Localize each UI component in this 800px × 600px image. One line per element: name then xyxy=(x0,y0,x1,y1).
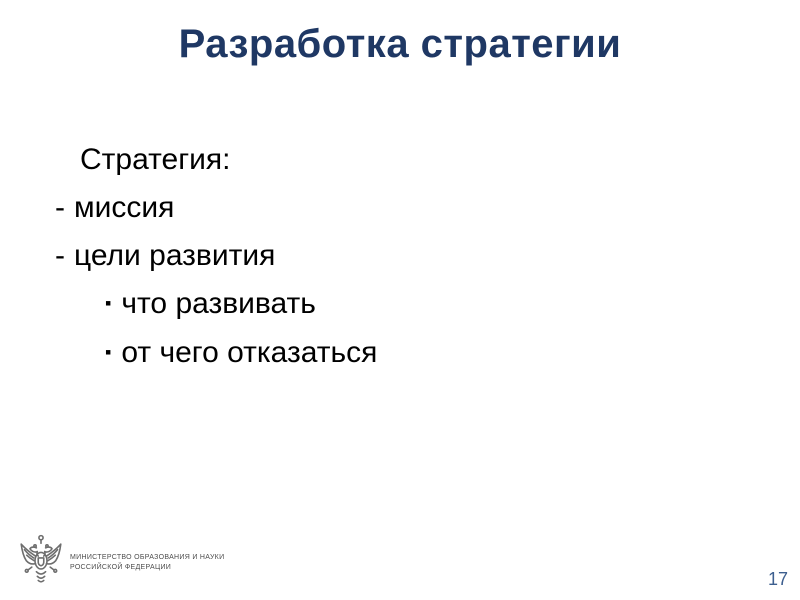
list-item-text: что развивать xyxy=(121,287,316,320)
ministry-name-line2: РОССИЙСКОЙ ФЕДЕРАЦИИ xyxy=(70,564,172,571)
list-item-text: цели развития xyxy=(74,239,276,272)
page-number: 17 xyxy=(767,569,788,589)
dash-marker: - xyxy=(55,191,65,224)
square-bullet-icon: ▪ xyxy=(105,293,112,314)
body-text-block xyxy=(55,136,377,378)
list-item xyxy=(55,184,377,232)
list-item-text: от чего отказаться xyxy=(121,336,378,370)
russian-coat-of-arms-icon xyxy=(18,534,64,592)
ministry-name-line1: МИНИСТЕРСТВО ОБРАЗОВАНИЯ И НАУКИ xyxy=(70,554,225,561)
ministry-name xyxy=(70,553,224,573)
list-item-text: миссия xyxy=(74,191,175,224)
list-item xyxy=(55,232,377,280)
dash-marker: - xyxy=(55,239,65,272)
list-item xyxy=(55,280,377,329)
footer xyxy=(18,534,224,592)
square-bullet-icon: ▪ xyxy=(105,342,112,363)
list-item xyxy=(55,329,377,378)
body-heading: Стратегия: xyxy=(80,143,231,176)
slide-title: Разработка стратегии xyxy=(178,22,622,66)
